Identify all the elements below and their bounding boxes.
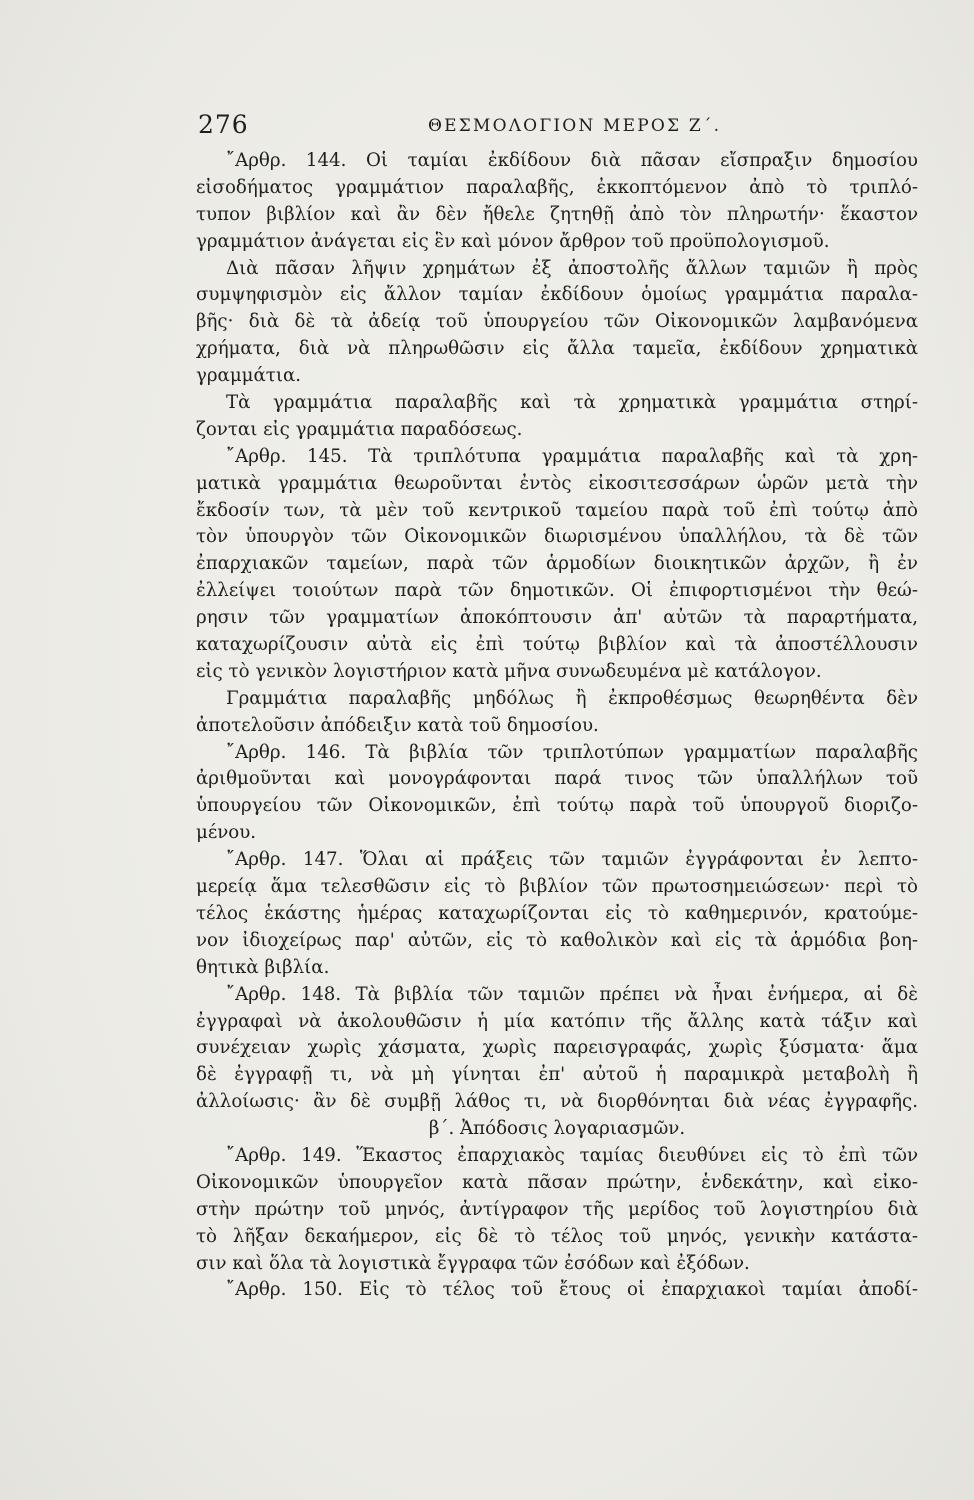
text-line: συμψηφισμὸν εἰς ἄλλον ταμίαν ἐκδίδουν ὁμοίως γραμμάτια παραλα-	[196, 284, 918, 306]
text-line: συνέχειαν χωρὶς χάσματα, χωρὶς παρεισγραφάς, χωρὶς ξύσματα· ἅμα	[196, 1037, 918, 1059]
text-line: εἰσοδήματος γραμμάτιον παραλαβῆς, ἐκκοπτόμενον ἀπὸ τὸ τριπλό-	[196, 176, 918, 198]
text-line: ματικὰ γραμμάτια θεωροῦνται ἐντὸς εἰκοσιτεσσάρων ὡρῶν μετὰ τὴν	[196, 472, 918, 494]
text-line: ῎Αρθρ. 144. Οἱ ταμίαι ἐκδίδουν διὰ πᾶσαν εἴσπραξιν δημοσίου	[226, 150, 918, 171]
text-line: Γραμμάτια παραλαβῆς μηδόλως ἢ ἐκπροθέσμως θεωρηθέντα δὲν	[226, 687, 918, 709]
text-line: ῎Αρθρ. 145. Τὰ τριπλότυπα γραμμάτια παραλαβῆς καὶ τὰ χρη-	[226, 445, 918, 467]
text-line: μένου.	[196, 822, 257, 844]
text-line: ζονται εἰς γραμμάτια παραδόσεως.	[196, 418, 523, 440]
text-line: Τὰ γραμμάτια παραλαβῆς καὶ τὰ χρηματικὰ γραμμάτια στηρί-	[226, 392, 918, 414]
text-line: βῆς· διὰ δὲ τὰ ἀδείᾳ τοῦ ὑπουργείου τῶν Οἰκονομικῶν λαμβανόμενα	[196, 311, 918, 333]
text-line: ἀποτελοῦσιν ἀπόδειξιν κατὰ τοῦ δημοσίου.	[196, 714, 599, 736]
section-heading: β΄. Ἀπόδοσις λογαριασμῶν.	[428, 1118, 686, 1140]
text-line: νον ἰδιοχείρως παρ' αὐτῶν, εἰς τὸ καθολικὸν καὶ εἰς τὰ ἁρμόδια βοη-	[196, 929, 918, 951]
text-line: ἐλλείψει τοιούτων παρὰ τῶν δημοτικῶν. Οἱ ἐπιφορτισμένοι τὴν θεώ-	[196, 580, 918, 602]
text-line: ὑπουργείου τῶν Οἰκονομικῶν, ἐπὶ τούτῳ παρὰ τοῦ ὑπουργοῦ διοριζο-	[196, 795, 918, 817]
text-line: ῎Αρθρ. 149. Ἕκαστος ἐπαρχιακὸς ταμίας διευθύνει εἰς τὸ ἐπὶ τῶν	[226, 1144, 918, 1166]
text-line: ῎Αρθρ. 147. Ὅλαι αἱ πράξεις τῶν ταμιῶν ἐγγράφονται ἐν λεπτο-	[226, 849, 918, 871]
text-line: ἀλλοίωσις· ἂν δὲ συμβῇ λάθος τι, νὰ διορθόνηται διὰ νέας ἐγγραφῆς.	[196, 1091, 918, 1113]
page-number: 276	[198, 110, 249, 139]
text-line: ῎Αρθρ. 150. Εἰς τὸ τέλος τοῦ ἔτους οἱ ἐπαρχιακοὶ ταμίαι ἀποδί-	[226, 1279, 918, 1301]
text-line: στὴν πρώτην τοῦ μηνός, ἀντίγραφον τῆς μερίδος τοῦ λογιστηρίου διὰ	[196, 1198, 918, 1220]
text-line: γραμμάτια.	[196, 365, 302, 387]
text-line: ἀριθμοῦνται καὶ μονογράφονται παρά τινος τῶν ὑπαλλήλων τοῦ	[196, 768, 918, 790]
text-line: εἰς τὸ γενικὸν λογιστήριον κατὰ μῆνα συνωδευμένα μὲ κατάλογον.	[196, 660, 822, 682]
text-line: ῎Αρθρ. 148. Τὰ βιβλία τῶν ταμιῶν πρέπει νὰ ἦναι ἐνήμερα, αἱ δὲ	[226, 983, 918, 1005]
text-line: καταχωρίζουσιν αὐτὰ εἰς ἐπὶ τούτῳ βιβλίον καὶ τὰ ἀποστέλλουσιν	[196, 634, 918, 656]
text-line: δὲ ἐγγραφῇ τι, νὰ μὴ γίνηται ἐπ' αὐτοῦ ἡ παραμικρὰ μεταβολὴ ἢ	[196, 1064, 918, 1086]
text-line: Οἰκονομικῶν ὑπουργεῖον κατὰ πᾶσαν πρώτην, ἑνδεκάτην, καὶ εἰκο-	[196, 1171, 918, 1193]
text-line: ῎Αρθρ. 146. Τὰ βιβλία τῶν τριπλοτύπων γραμματίων παραλαβῆς	[226, 741, 918, 763]
text-line: μερείᾳ ἅμα τελεσθῶσιν εἰς τὸ βιβλίον τῶν πρωτοσημειώσεων· περὶ τὸ	[196, 876, 918, 898]
text-line: Διὰ πᾶσαν λῆψιν χρημάτων ἐξ ἀποστολῆς ἄλλων ταμιῶν ἢ πρὸς	[226, 257, 918, 279]
text-line: θητικὰ βιβλία.	[196, 956, 330, 978]
text-line: χρήματα, διὰ νὰ πληρωθῶσιν εἰς ἄλλα ταμεῖα, ἐκδίδουν χρηματικὰ	[196, 338, 918, 360]
text-line: τὸν ὑπουργὸν τῶν Οἰκονομικῶν διωρισμένου ὑπαλλήλου, τὰ δὲ τῶν	[196, 526, 918, 548]
running-title: ΘΕΣΜΟΛΟΓΙΟΝ ΜΕΡΟΣ Ζ΄.	[428, 116, 722, 136]
text-line: τὸ λῆξαν δεκαήμερον, εἰς δὲ τὸ τέλος τοῦ μηνός, γενικὴν κατάστα-	[196, 1225, 918, 1247]
text-line: ἔκδοσίν των, τὰ μὲν τοῦ κεντρικοῦ ταμείου παρὰ τοῦ ἐπὶ τούτῳ ἀπὸ	[196, 499, 918, 521]
text-line: τέλος ἑκάστης ἡμέρας καταχωρίζονται εἰς τὸ καθημερινόν, κρατούμε-	[196, 902, 918, 924]
text-line: τυπον βιβλίον καὶ ἂν δὲν ἤθελε ζητηθῇ ἀπὸ τὸν πληρωτήν· ἕκαστον	[196, 203, 918, 225]
text-line: ἐγγραφαὶ νὰ ἀκολουθῶσιν ἡ μία κατόπιν τῆς ἄλλης κατὰ τάξιν καὶ	[196, 1010, 918, 1032]
body-text	[196, 148, 918, 1304]
text-line: ἐπαρχιακῶν ταμείων, παρὰ τῶν ἁρμοδίων διοικητικῶν ἀρχῶν, ἢ ἐν	[196, 553, 918, 575]
text-line: σιν καὶ ὅλα τὰ λογιστικὰ ἔγγραφα τῶν ἐσόδων καὶ ἐξόδων.	[196, 1252, 750, 1274]
text-line: γραμμάτιον ἀνάγεται εἰς ἓν καὶ μόνον ἄρθρον τοῦ προϋπολογισμοῦ.	[196, 230, 830, 252]
page-header	[198, 110, 918, 144]
text-line: ρησιν τῶν γραμματίων ἀποκόπτουσιν ἀπ' αὐτῶν τὰ παραρτήματα,	[196, 607, 918, 629]
